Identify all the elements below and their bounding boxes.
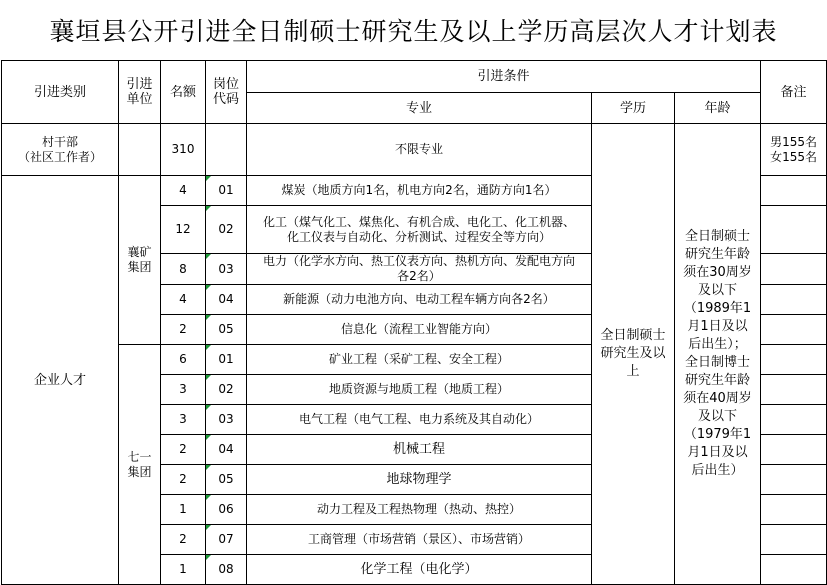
page-title: 襄垣县公开引进全日制硕士研究生及以上学历高层次人才计划表 <box>49 17 778 46</box>
code-cell: 05 <box>206 315 247 345</box>
remark-cell <box>761 345 827 375</box>
major-cell: 工商管理（市场营销（景区）、市场营销） <box>247 525 592 555</box>
remark-cell <box>761 315 827 345</box>
major-cell: 电气工程（电气工程、电力系统及其自动化） <box>247 405 592 435</box>
header-quota: 名额 <box>161 61 206 124</box>
code-cell: 04 <box>206 435 247 465</box>
category-village: 村干部 （社区工作者） <box>2 124 119 176</box>
header-code: 岗位 代码 <box>206 61 247 124</box>
remark-cell <box>761 285 827 315</box>
header-conditions: 引进条件 <box>247 61 761 93</box>
major-cell: 机械工程 <box>247 435 592 465</box>
code-cell: 04 <box>206 285 247 315</box>
major-cell: 新能源（动力电池方向、电动工程车辆方向各2名） <box>247 285 592 315</box>
code-cell: 02 <box>206 206 247 254</box>
code-cell: 08 <box>206 555 247 585</box>
remark-cell <box>761 435 827 465</box>
major-village: 不限专业 <box>247 124 592 176</box>
code-cell: 03 <box>206 254 247 285</box>
remark-village: 男155名 女155名 <box>761 124 827 176</box>
quota-cell: 3 <box>161 405 206 435</box>
quota-cell: 2 <box>161 525 206 555</box>
remark-cell <box>761 465 827 495</box>
unit-village <box>119 124 161 176</box>
quota-cell: 2 <box>161 315 206 345</box>
remark-cell <box>761 555 827 585</box>
code-cell: 06 <box>206 495 247 525</box>
education-enterprise: 全日制硕士 研究生及以 上 <box>592 124 675 585</box>
plan-table <box>1 60 827 585</box>
unit-name: 襄矿 集团 <box>119 176 161 345</box>
header-unit: 引进 单位 <box>119 61 161 124</box>
major-cell: 化工（煤气化工、煤焦化、有机合成、电化工、化工机器、 化工仪表与自动化、分析测试、过程安全等方向） <box>247 206 592 254</box>
unit-name: 七一 集团 <box>119 345 161 585</box>
header-education: 学历 <box>592 93 675 124</box>
code-village <box>206 124 247 176</box>
header-age: 年龄 <box>675 93 761 124</box>
quota-cell: 8 <box>161 254 206 285</box>
major-cell: 动力工程及工程热物理（热动、热控） <box>247 495 592 525</box>
major-cell: 信息化（流程工业智能方向） <box>247 315 592 345</box>
quota-cell: 2 <box>161 465 206 495</box>
category-enterprise: 企业人才 <box>2 176 119 585</box>
quota-cell: 1 <box>161 495 206 525</box>
remark-cell <box>761 495 827 525</box>
major-cell: 地球物理学 <box>247 465 592 495</box>
remark-cell <box>761 254 827 285</box>
major-cell: 煤炭（地质方向1名，机电方向2名，通防方向1名） <box>247 176 592 206</box>
remark-cell <box>761 405 827 435</box>
major-cell: 矿业工程（采矿工程、安全工程） <box>247 345 592 375</box>
code-cell: 02 <box>206 375 247 405</box>
quota-cell: 6 <box>161 345 206 375</box>
code-cell: 01 <box>206 345 247 375</box>
quota-cell: 12 <box>161 206 206 254</box>
header-remark: 备注 <box>761 61 827 124</box>
major-cell: 地质资源与地质工程（地质工程） <box>247 375 592 405</box>
header-category: 引进类别 <box>2 61 119 124</box>
remark-cell <box>761 206 827 254</box>
quota-cell: 2 <box>161 435 206 465</box>
age-enterprise: 全日制硕士 研究生年龄 须在30周岁 及以下 （1989年1 月1日及以 后出生）； 全日制博士 研究生年龄 须在40周岁 及以下 （1979年1 月1日及以 后出生） <box>675 124 761 585</box>
major-cell: 电力（化学水方向、热工仪表方向、热机方向、发配电方向 各2名） <box>247 254 592 285</box>
remark-cell <box>761 176 827 206</box>
remark-cell <box>761 375 827 405</box>
code-cell: 03 <box>206 405 247 435</box>
code-cell: 05 <box>206 465 247 495</box>
remark-cell <box>761 525 827 555</box>
quota-cell: 3 <box>161 375 206 405</box>
code-cell: 01 <box>206 176 247 206</box>
quota-cell: 4 <box>161 176 206 206</box>
quota-cell: 4 <box>161 285 206 315</box>
quota-village: 310 <box>161 124 206 176</box>
major-cell: 化学工程（电化学） <box>247 555 592 585</box>
quota-cell: 1 <box>161 555 206 585</box>
code-cell: 07 <box>206 525 247 555</box>
header-major: 专业 <box>247 93 592 124</box>
